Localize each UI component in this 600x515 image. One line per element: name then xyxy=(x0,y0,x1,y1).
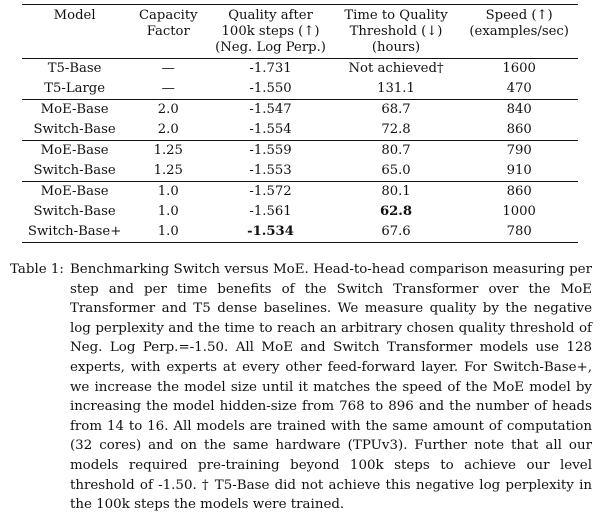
cell-quality: -1.561 xyxy=(249,203,292,219)
table-row xyxy=(22,222,578,243)
header-capacity-factor xyxy=(127,5,209,59)
cell-speed: 1600 xyxy=(502,60,536,76)
cell-quality: -1.553 xyxy=(249,162,292,178)
cell-time: 80.1 xyxy=(381,183,411,199)
table-row xyxy=(22,141,578,162)
cell-capacity: 1.25 xyxy=(153,162,183,178)
table-caption xyxy=(10,260,592,515)
cell-speed: 860 xyxy=(506,183,532,199)
cell-quality: -1.731 xyxy=(249,60,292,76)
header-row xyxy=(22,5,578,59)
header-line: Model xyxy=(53,8,96,23)
cell-quality: -1.559 xyxy=(249,142,292,158)
cell-model: MoE-Base xyxy=(40,183,109,199)
cell-model: MoE-Base xyxy=(40,101,109,117)
cell-speed: 470 xyxy=(506,80,532,96)
table-row xyxy=(22,79,578,100)
header-line: 100k steps (↑) xyxy=(221,24,320,39)
cell-model: T5-Large xyxy=(44,80,105,96)
table-row xyxy=(22,120,578,141)
cell-time: 72.8 xyxy=(381,121,411,137)
cell-quality: -1.547 xyxy=(249,101,292,117)
cell-quality: -1.534 xyxy=(247,223,294,239)
cell-model: Switch-Base xyxy=(33,121,116,137)
table-row xyxy=(22,161,578,182)
header-line: Time to Quality xyxy=(344,8,448,23)
table-body xyxy=(22,59,578,243)
table-row xyxy=(22,182,578,203)
cell-time: 67.6 xyxy=(381,223,411,239)
table-row xyxy=(22,202,578,222)
table-header xyxy=(22,5,578,59)
table-row xyxy=(22,100,578,121)
header-time-to-quality xyxy=(332,5,461,59)
cell-model: T5-Base xyxy=(47,60,102,76)
header-line: Quality after xyxy=(228,8,313,23)
cell-capacity: 1.25 xyxy=(153,142,183,158)
header-line: Factor xyxy=(146,24,190,39)
cell-capacity: 1.0 xyxy=(157,183,179,199)
cell-speed: 790 xyxy=(506,142,532,158)
cell-time: 131.1 xyxy=(377,80,415,96)
cell-quality: -1.550 xyxy=(249,80,292,96)
cell-capacity: — xyxy=(161,60,175,76)
results-table xyxy=(22,4,578,243)
cell-model: Switch-Base xyxy=(33,162,116,178)
cell-time: 68.7 xyxy=(381,101,411,117)
cell-time: 62.8 xyxy=(379,203,413,219)
cell-time: 65.0 xyxy=(381,162,411,178)
cell-quality: -1.554 xyxy=(249,121,292,137)
header-line: Capacity xyxy=(138,8,198,23)
header-line: (examples/sec) xyxy=(469,24,569,39)
table-row xyxy=(22,59,578,80)
cell-capacity: 1.0 xyxy=(157,223,179,239)
header-line: (hours) xyxy=(371,40,421,55)
cell-speed: 780 xyxy=(506,223,532,239)
header-speed xyxy=(460,5,578,59)
cell-capacity: 2.0 xyxy=(157,101,179,117)
cell-capacity: 1.0 xyxy=(157,203,179,219)
header-quality xyxy=(209,5,331,59)
cell-time: 80.7 xyxy=(381,142,411,158)
header-line: Speed (↑) xyxy=(485,8,553,23)
cell-time: Not achieved† xyxy=(348,60,444,76)
cell-quality: -1.572 xyxy=(249,183,292,199)
header-model xyxy=(22,5,127,59)
cell-capacity: — xyxy=(161,80,175,96)
header-line: Threshold (↓) xyxy=(349,24,443,39)
caption-label: Table 1: xyxy=(10,262,64,277)
cell-speed: 860 xyxy=(506,121,532,137)
cell-speed: 840 xyxy=(506,101,532,117)
header-line: (Neg. Log Perp.) xyxy=(215,40,326,55)
cell-model: Switch-Base+ xyxy=(27,223,122,239)
cell-capacity: 2.0 xyxy=(157,121,179,137)
cell-model: Switch-Base xyxy=(33,203,116,219)
cell-speed: 910 xyxy=(506,162,532,178)
cell-speed: 1000 xyxy=(502,203,536,219)
caption-text: Benchmarking Switch versus MoE. Head-to-head comparison measuring per step and per time benefits of the Switch Transformer over the MoE Transformer and T5 dense baselines. We measure quality by the negative log perplexity and the time to reach an arbitrary chosen quality threshold of Neg. Log Perp.=-1.50. All MoE and Switch Transformer models use 128 experts, with experts at every other feed-forward layer. For Switch-Base+, we increase the model size until it matches the speed of the MoE model by increasing the model hidden-size from 768 to 896 and the number of heads from 14 to 16. All models are trained with the same amount of computation (32 cores) and on the same hardware (TPUv3). Further note that all our models required pre-training beyond 100k steps to achieve our level threshold of -1.50. † T5-Base did not achieve this negative log perplexity in the 100k steps the models were trained. xyxy=(69,262,592,513)
cell-model: MoE-Base xyxy=(40,142,109,158)
